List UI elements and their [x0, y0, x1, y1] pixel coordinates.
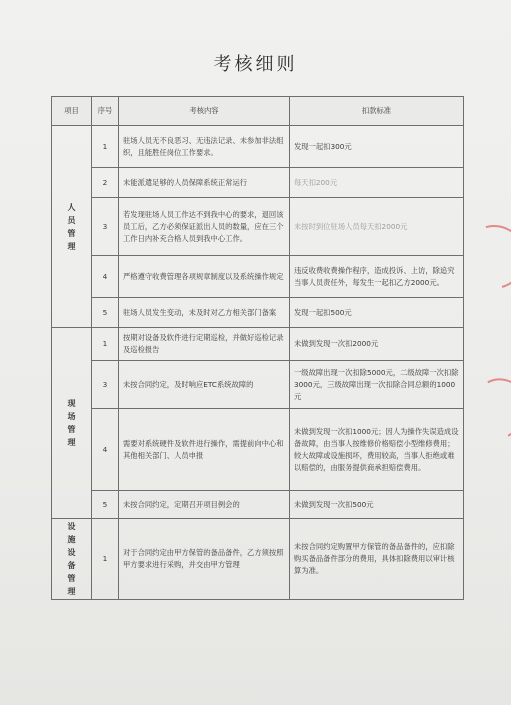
header-deduction: 扣款标准 — [290, 97, 464, 126]
row-seq: 3 — [92, 198, 119, 256]
table-header-row — [52, 97, 464, 126]
row-content: 按期对设备及软件进行定期巡检，并做好巡检记录及巡检报告 — [119, 328, 290, 361]
table-row — [52, 361, 464, 409]
row-seq: 1 — [92, 519, 119, 600]
row-deduction: 每天扣200元 — [290, 168, 464, 198]
document-title: 考核细则 — [213, 54, 298, 75]
row-content: 未按合同约定，定期召开项目例会的 — [119, 491, 290, 519]
row-content: 驻场人员发生变动，未及时对乙方相关部门备案 — [119, 298, 290, 328]
row-deduction: 未按时到位驻场人员每天扣2000元 — [290, 198, 464, 256]
row-deduction: 未做到发现一次扣1000元；因人为操作失误造成设备故障，由当事人按维修价格赔偿小型维修费用；较大故障或设施损坏，费用较高，当事人拒绝或难以赔偿的，由服务提供商承担赔偿费用。 — [290, 409, 464, 491]
row-seq: 1 — [92, 126, 119, 168]
table-row — [52, 256, 464, 298]
table-row — [52, 328, 464, 361]
row-deduction: 未做到发现一次扣2000元 — [290, 328, 464, 361]
row-seq: 1 — [92, 328, 119, 361]
row-content: 严格遵守收费管理各项规章制度以及系统操作规定 — [119, 256, 290, 298]
row-seq: 4 — [92, 409, 119, 491]
row-deduction: 一级故障出现一次扣除5000元，二级故障一次扣除3000元，三级故障出现一次扣除合同总额的1000元 — [290, 361, 464, 409]
row-content: 若发现驻场人员工作达不到我中心的要求，退回该员工后，乙方必须保证派出人员的数量，应在三个工作日内补充合格人员到我中心工作。 — [119, 198, 290, 256]
row-deduction: 违反收费收费操作程序，造成投诉、上访，除追究当事人员责任外，每发生一起扣乙方2000元。 — [290, 256, 464, 298]
category-personnel: 人员管理 — [52, 126, 92, 328]
header-seq: 序号 — [92, 97, 119, 126]
table-row — [52, 491, 464, 519]
row-content: 未按合同约定，及时响应ETC系统故障的 — [119, 361, 290, 409]
row-content: 未能派遣足够的人员保障系统正常运行 — [119, 168, 290, 198]
table-row — [52, 198, 464, 256]
row-content: 驻场人员无不良恶习、无违法记录、未参加非法组织，且能胜任岗位工作要求。 — [119, 126, 290, 168]
table-row — [52, 409, 464, 491]
row-deduction: 未做到发现一次扣500元 — [290, 491, 464, 519]
table-row — [52, 298, 464, 328]
row-content: 对于合同约定由甲方保管的备品备件，乙方须按照甲方要求进行采购，并交由甲方管理 — [119, 519, 290, 600]
row-seq: 3 — [92, 361, 119, 409]
row-content: 需要对系统硬件及软件进行操作，需提前向中心和其他相关部门、人员申报 — [119, 409, 290, 491]
row-deduction: 发现一起扣300元 — [290, 126, 464, 168]
table-row — [52, 126, 464, 168]
assessment-rules-table — [51, 96, 464, 600]
table-row — [52, 168, 464, 198]
row-seq: 4 — [92, 256, 119, 298]
header-content: 考核内容 — [119, 97, 290, 126]
row-seq: 5 — [92, 491, 119, 519]
row-deduction: 发现一起扣500元 — [290, 298, 464, 328]
row-deduction: 未按合同约定购置甲方保管的备品备件的，应扣除购买备品备件部分的费用，具体扣除费用以审计核算为准。 — [290, 519, 464, 600]
row-seq: 5 — [92, 298, 119, 328]
header-item: 项目 — [52, 97, 92, 126]
category-facilities: 设施设备管理 — [52, 519, 92, 600]
row-seq: 2 — [92, 168, 119, 198]
table-row — [52, 519, 464, 600]
seal-stamp-mark — [461, 370, 511, 447]
category-site: 现场管理 — [52, 328, 92, 519]
